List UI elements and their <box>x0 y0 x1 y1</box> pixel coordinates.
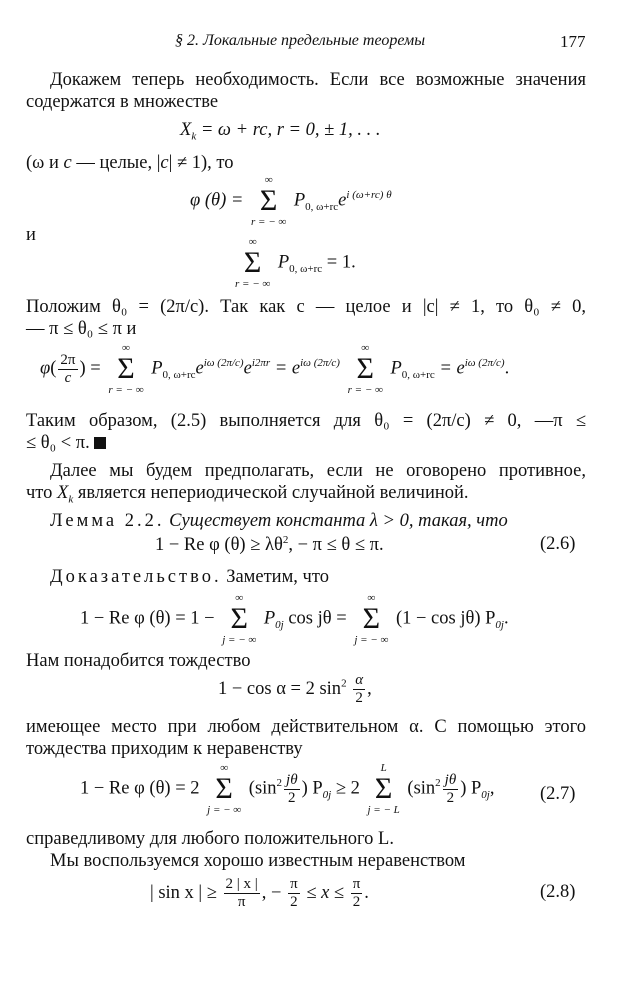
sum-operator: ∞ Σ j = − ∞ <box>354 592 389 646</box>
fraction: $\frac{\pi}{2}$ <box>352 876 361 910</box>
proof-label: Доказательство. <box>50 567 222 587</box>
fraction: $\frac{\pi}{2}$ <box>290 876 298 910</box>
paragraph-identity-line1: имеющее место при любом действительном α. С помощью этого <box>26 717 586 737</box>
running-title: § 2. Локальные предельные теоремы <box>175 32 426 49</box>
formula-sum-equals-one: ∞ Σ r = − ∞ $P_{0, \omega+rc} = 1$. <box>235 236 356 290</box>
paragraph-necessity-line2: содержатся в множестве <box>26 92 219 112</box>
formula-inequality-2-7: 1 − Re φ (θ) = 2 ∞ Σ j = − ∞ ($\sin^2$ $\frac{j\theta}{2}$ ) $P_{0j} \ge 2$ L Σ j = − L ($\sin^2$ $\frac{j\theta}{2}$ ) $P_{0j}$, <box>80 762 495 816</box>
sum-operator: L Σ j = − L <box>367 762 400 816</box>
formula-phi-theta0: φ( $\frac{2\pi}{c}$ ) = ∞ Σ r = − ∞ $P_{0, \omega+rc}e^{i\omega (2\pi/c)}e^{i2\pi r} = e^{i\omega (2\pi/c)}$ ∞ Σ r = − ∞ $P_{0, \omega+rc} = e^{i\omega (2\pi/c)}$. <box>40 342 510 396</box>
paragraph-necessity-line1: Докажем теперь необходимость. Если все возможные значения <box>50 70 586 90</box>
sum-operator: ∞ Σ r = − ∞ <box>235 236 271 290</box>
paragraph-thus-line2: ≤ θ₀ < π. <box>26 432 586 454</box>
fraction: $\frac{2\pi}{c}$ <box>60 351 76 386</box>
fraction: $\frac{2 | x |}{\pi}$ <box>225 876 258 910</box>
identity-intro: Нам понадобится тождество <box>26 651 251 671</box>
fraction: $\frac{\alpha}{2}$ <box>355 672 364 706</box>
word-and: и <box>26 225 36 245</box>
equation-number-2-6: (2.6) <box>540 534 576 554</box>
fraction: $\frac{j\theta}{2}$ <box>286 771 298 806</box>
paragraph-set-theta-line2: — π ≤ θ₀ ≤ π и <box>26 319 137 339</box>
formula-one-minus-re-phi: 1 − Re φ (θ) = 1 − ∞ Σ j = − ∞ $P_{0j}$ cos jθ = ∞ Σ j = − ∞ (1 − cos jθ) $P_{0j}$. <box>80 592 509 646</box>
equation-number-2-7: (2.7) <box>540 784 576 804</box>
proof-statement: Доказательство. Заметим, что <box>50 567 329 587</box>
sum-operator: ∞ Σ r = − ∞ <box>251 174 287 228</box>
paragraph-known-inequality: Мы воспользуемся хорошо известным неравенством <box>50 851 466 871</box>
formula-sin-inequality: | sin x | ≥ $\frac{2 | x |}{\pi}$ , − $\frac{\pi}{2}$ ≤ x ≤ $\frac{\pi}{2}$ . <box>150 876 369 910</box>
page-header <box>0 32 640 54</box>
sum-operator: ∞ Σ r = − ∞ <box>347 342 383 396</box>
condition-line: (ω и c — целые, |c| ≠ 1), то <box>26 153 234 173</box>
sum-operator: ∞ Σ j = − ∞ <box>222 592 257 646</box>
paragraph-thus-line1: Таким образом, (2.5) выполняется для θ₀ = (2π/c) ≠ 0, —π ≤ <box>26 411 586 431</box>
lemma-label: Лемма 2.2. <box>50 511 165 531</box>
paragraph-set-theta-line1: Положим θ₀ = (2π/c). Так как c — целое и |c| ≠ 1, то θ₀ ≠ 0, <box>26 297 586 317</box>
equation-number-2-8: (2.8) <box>540 882 576 902</box>
formula-lemma-inequality: 1 − Re φ $(\theta) \ge \lambda\theta^2$, − π ≤ θ ≤ π. <box>155 534 384 556</box>
qed-square-icon <box>94 437 106 449</box>
sum-operator: ∞ Σ j = − ∞ <box>207 762 242 816</box>
paragraph-identity-line2: тождества приходим к неравенству <box>26 739 303 759</box>
formula-phi-sum: φ (θ) = ∞ Σ r = − ∞ $P_{0, \omega+rc}e^{i (\omega+rc) \theta}$ <box>190 174 392 228</box>
paragraph-valid-for-L: справедливому для любого положительного L. <box>26 829 394 849</box>
paragraph-further-line2: что $X_k$ является непериодической случайной величиной. <box>26 483 469 506</box>
paragraph-further-line1: Далее мы будем предполагать, если не оговорено противное, <box>50 461 586 481</box>
formula-cos-identity: 1 − cos α = 2 $\sin^2$ $\frac{\alpha}{2}$ , <box>218 672 372 706</box>
sum-operator: ∞ Σ r = − ∞ <box>108 342 144 396</box>
fraction: $\frac{j\theta}{2}$ <box>444 771 457 806</box>
lemma-statement: Лемма 2.2. Существует константа λ > 0, такая, что <box>50 511 508 531</box>
page-number: 177 <box>560 32 586 51</box>
formula-xk: $X_k = \omega$ + rc, r = 0, ± 1, . . . <box>180 120 381 143</box>
